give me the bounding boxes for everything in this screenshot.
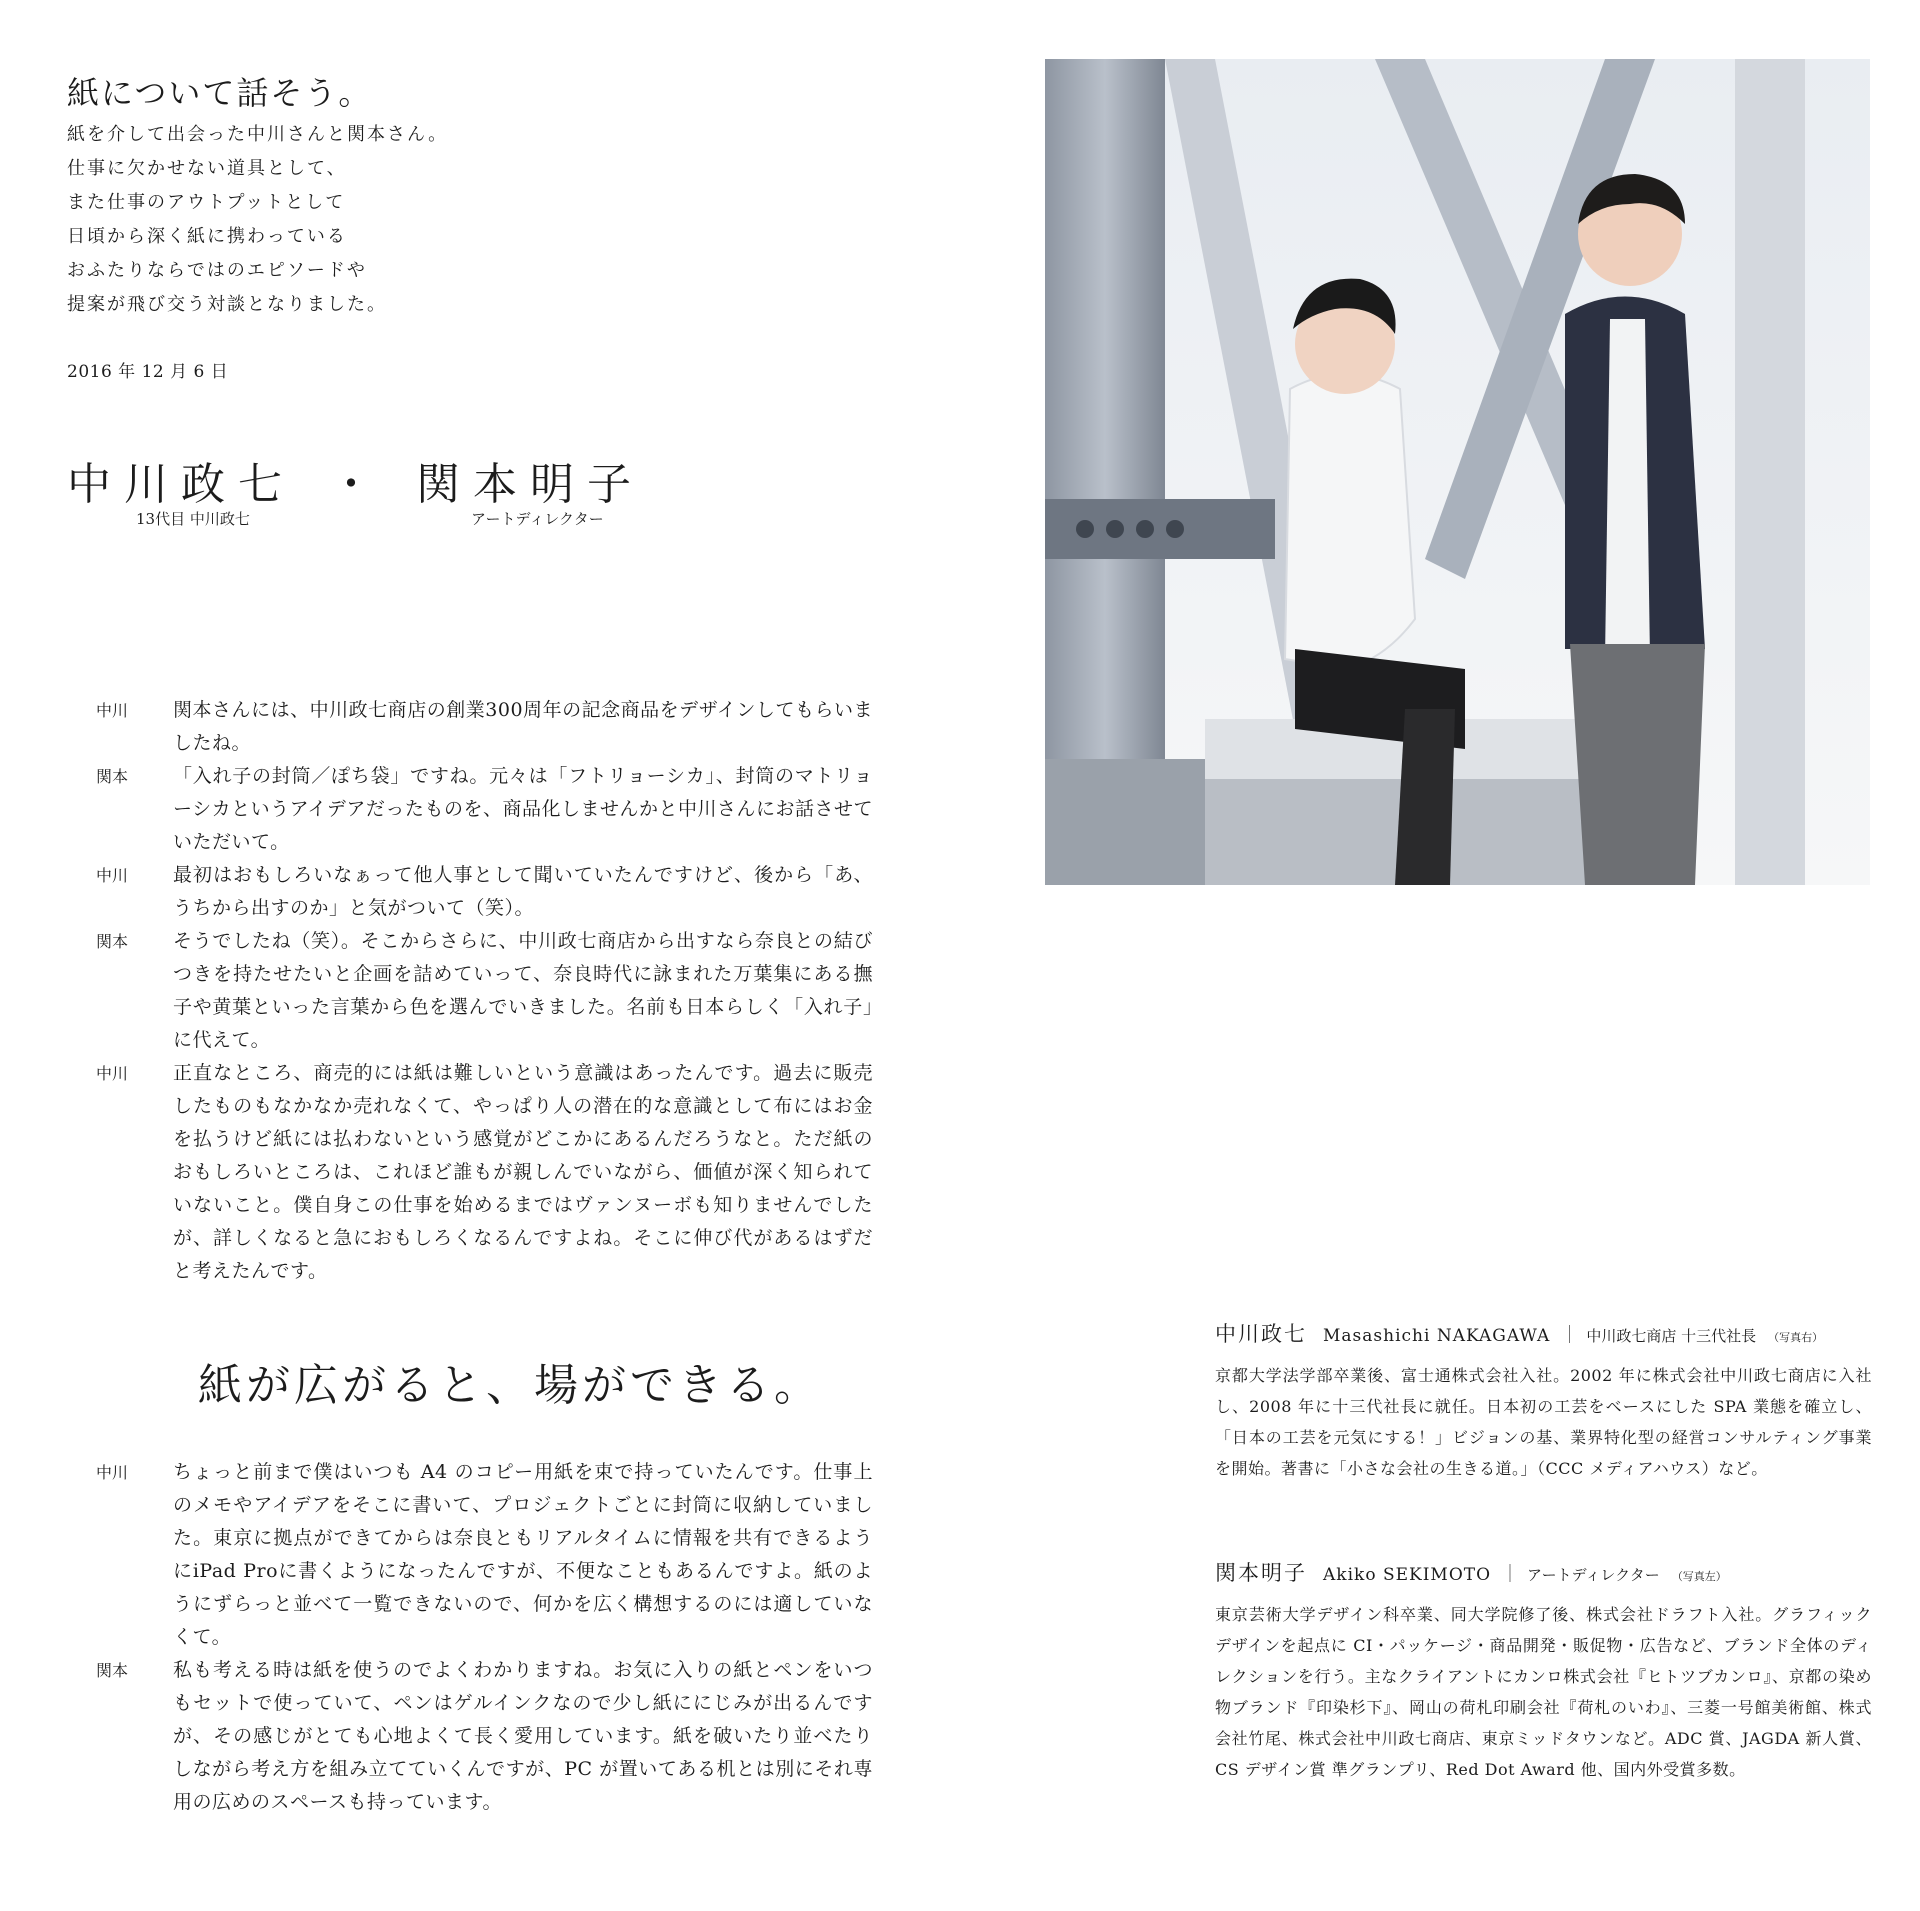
name-nakagawa: 中川政七 (67, 459, 295, 510)
dialogue-entry (69, 1654, 899, 1819)
dialogue-entry (69, 760, 899, 859)
photo-position-note: （写真右） (1768, 1331, 1824, 1344)
utterance: 最初はおもしろいなぁって他人事として聞いていたんですけど、後から「あ、うちから出すのか」と気がついて（笑）。 (173, 864, 873, 919)
dialogue-entry (69, 1456, 899, 1654)
profile-name: 中川政七 (1215, 1322, 1307, 1346)
profile-title: アートディレクター (1527, 1566, 1660, 1584)
profile-sekimoto (1215, 1557, 1872, 1785)
profile-roman-name: Masashichi NAKAGAWA (1323, 1326, 1551, 1346)
speaker-label: 中川 (96, 701, 129, 720)
profile-nakagawa (1215, 1318, 1872, 1484)
profile-header (1215, 1557, 1872, 1587)
name-sekimoto: 関本明子 (416, 459, 644, 510)
utterance: 「入れ子の封筒／ぽち袋」ですね。元々は「フトリョーシカ」、封筒のマトリョーシカというアイデアだったものを、商品化しませんかと中川さんにお話させていただいて。 (173, 765, 873, 853)
page-title: 紙について話そう。 (67, 74, 373, 112)
article-date: 2016 年 12 月 6 日 (67, 362, 229, 382)
profile-separator: ｜ (1501, 1564, 1520, 1585)
dialogue-entry (69, 925, 899, 1057)
speaker-label: 中川 (96, 866, 129, 885)
name-separator: ・ (329, 459, 386, 510)
profile-name: 関本明子 (1215, 1561, 1307, 1585)
intro-line: 提案が飛び交う対談となりました。 (67, 294, 387, 315)
intro-line: 仕事に欠かせない道具として、 (67, 158, 347, 179)
profile-title: 中川政七商店 十三代社長 (1586, 1327, 1757, 1345)
utterance: 私も考える時は紙を使うのでよくわかりますね。お気に入りの紙とペンをいつもセットで使っていて、ペンはゲルインクなので少し紙ににじみが出るんですが、その感じがとても心地よくて長く愛用しています。紙を破いたり並べたりしながら考え方を組み立てていくんですが、PC が置いてある机とは別にそれ専用の広めのスペースも持っています。 (173, 1659, 873, 1813)
utterance: 関本さんには、中川政七商店の創業300周年の記念商品をデザインしてもらいましたね。 (173, 699, 873, 754)
dialogue-entry (69, 1057, 899, 1288)
dialogue-entry (69, 859, 899, 925)
intro-line: 日頃から深く紙に携わっている (67, 226, 347, 247)
intro-text (67, 118, 587, 322)
profile-header (1215, 1318, 1872, 1348)
role-nakagawa: 13代目 中川政七 (136, 510, 250, 528)
dialogue-section-1 (69, 694, 899, 1288)
profile-bio: 東京芸術大学デザイン科卒業、同大学院修了後、株式会社ドラフト入社。グラフィックデザインを起点に CI・パッケージ・商品開発・販促物・広告など、ブランド全体のディレクションを行う。主なクライアントにカンロ株式会社『ヒトツブカンロ』、京都の染め物ブランド『印染杉下』、岡山の荷札印刷会社『荷札のいわ』、三菱一号館美術館、株式会社竹尾、株式会社中川政七商店、東京ミッドタウンなど。ADC 賞、JAGDA 新人賞、CS デザイン賞 準グランプリ、Red Dot Award 他、国内外受賞多数。 (1215, 1605, 1872, 1779)
profile-bio: 京都大学法学部卒業後、富士通株式会社入社。2002 年に株式会社中川政七商店に入社し、2008 年に十三代社長に就任。日本初の工芸をベースにした SPA 業態を確立し、「日本の工芸を元気にする！」ビジョンの基、業界特化型の経営コンサルティング事業を開始。著書に「小さな会社の生きる道。」（CCC メディアハウス）など。 (1215, 1366, 1872, 1478)
speaker-names (67, 448, 644, 512)
profile-roman-name: Akiko SEKIMOTO (1323, 1565, 1492, 1585)
utterance: ちょっと前まで僕はいつも A4 のコピー用紙を束で持っていたんです。仕事上のメモやアイデアをそこに書いて、プロジェクトごとに封筒に収納していました。東京に拠点ができてからは奈良ともリアルタイムに情報を共有できるようにiPad Proに書くようになったんですが、不便なこともあるんですよ。紙のようにずらっと並べて一覧できないので、何かを広く構想するのには適していなくて。 (173, 1461, 873, 1648)
dialogue-section-2 (69, 1456, 899, 1819)
role-sekimoto: アートディレクター (471, 510, 604, 528)
dialogue-entry (69, 694, 899, 760)
speaker-label: 中川 (96, 1463, 129, 1482)
photo-position-note: （写真左） (1671, 1570, 1727, 1583)
intro-line: おふたりならではのエピソードや (67, 260, 367, 281)
utterance: 正直なところ、商売的には紙は難しいという意識はあったんです。過去に販売したものもなかなか売れなくて、やっぱり人の潜在的な意識として布にはお金を払うけど紙には払わないという感覚がどこかにあるんだろうなと。ただ紙のおもしろいところは、これほど誰もが親しんでいながら、価値が深く知られていないこと。僕自身この仕事を始めるまではヴァンヌーボも知りませんでしたが、詳しくなると急におもしろくなるんですよね。そこに伸び代があるはずだと考えたんです。 (173, 1062, 873, 1282)
portrait-photo-illustration (1045, 59, 1870, 885)
section-heading: 紙が広がると、場ができる。 (198, 1360, 822, 1411)
intro-line: 紙を介して出会った中川さんと関本さん。 (67, 124, 449, 145)
speaker-label: 中川 (96, 1064, 129, 1083)
intro-line: また仕事のアウトプットとして (67, 192, 346, 213)
speaker-label: 関本 (96, 1661, 129, 1680)
speaker-label: 関本 (96, 932, 129, 951)
speaker-label: 関本 (96, 767, 129, 786)
profile-separator: ｜ (1560, 1325, 1579, 1346)
portrait-photo (1045, 59, 1870, 885)
utterance: そうでしたね（笑）。そこからさらに、中川政七商店から出すなら奈良との結びつきを持たせたいと企画を詰めていって、奈良時代に詠まれた万葉集にある撫子や黄葉といった言葉から色を選んでいきました。名前も日本らしく「入れ子」に代えて。 (173, 930, 873, 1051)
